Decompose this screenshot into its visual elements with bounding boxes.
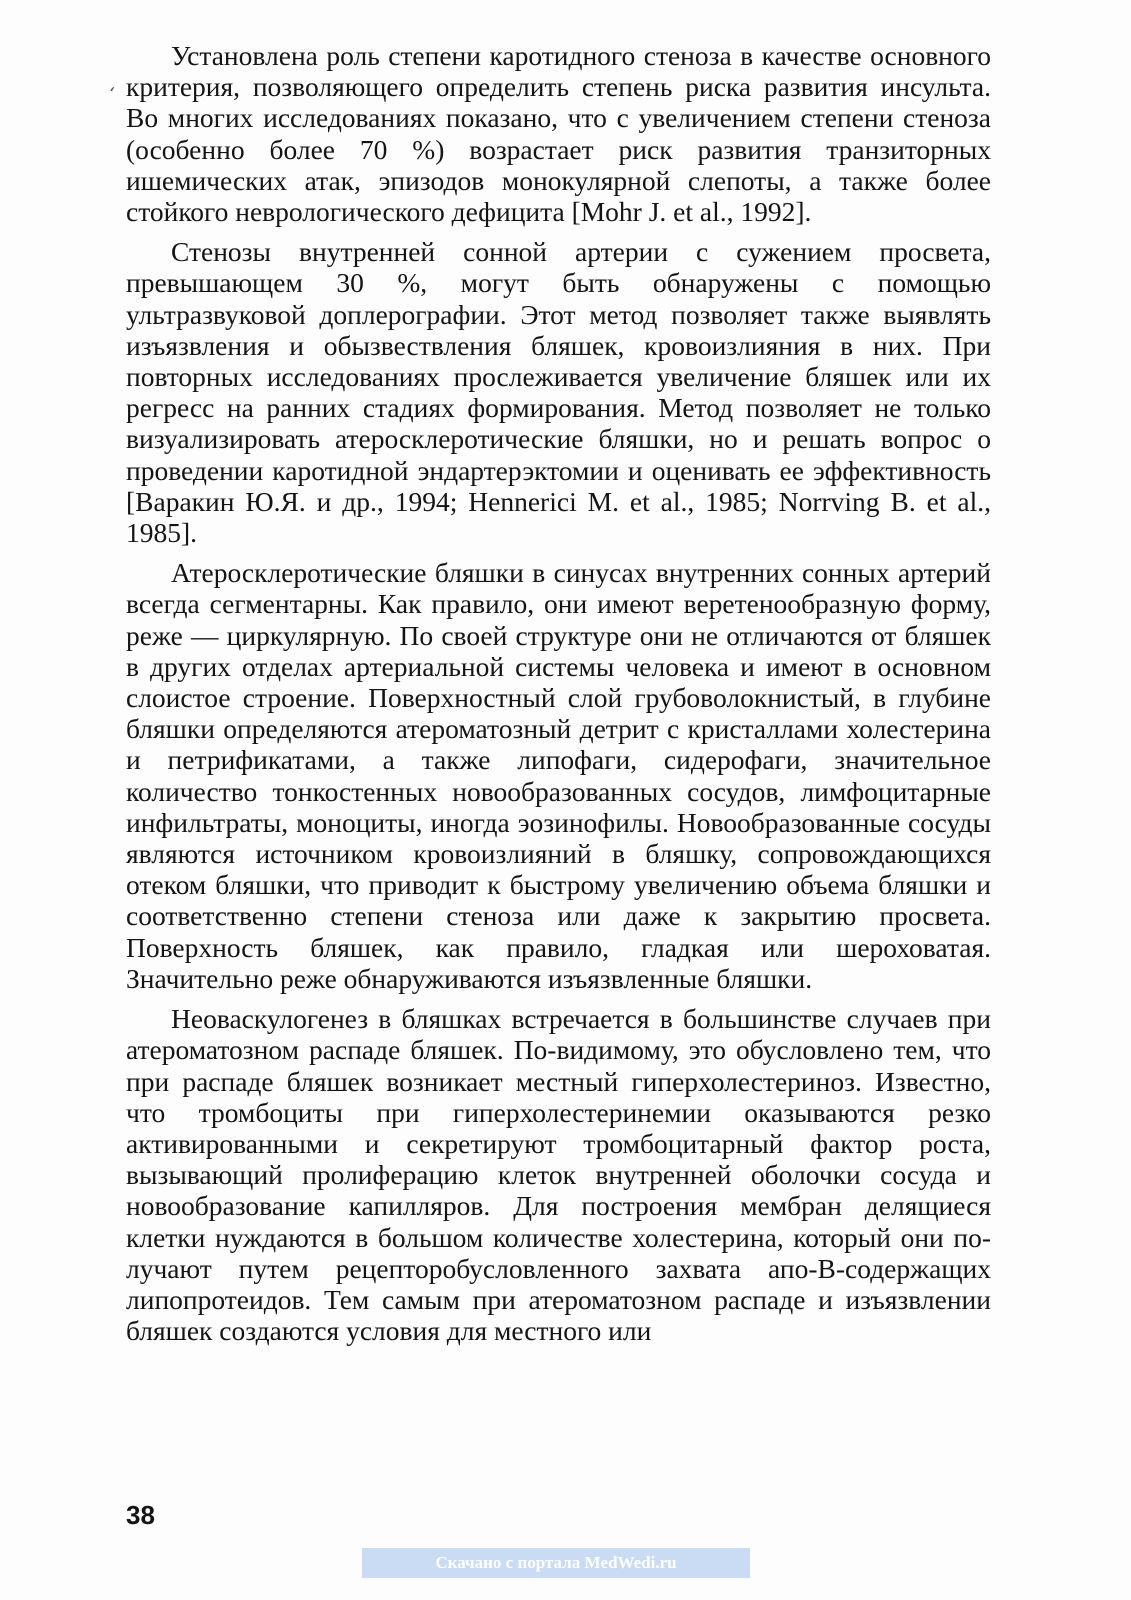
paragraph-carotid-stenosis-risk: Установлена роль степени каротидного стеноза в качестве основного критерия, позволяющего определить степень риска развития инсульта. Во многих исследованиях показано, что с увеличением степени стеноза (особенно более 70 %) возрастает риск развития транзиторных ишемических атак, эпизодов монокулярной слепоты, а также более стойкого неврологического дефицита [Mohr J. et al., 1992]. xyxy=(126,40,991,228)
paragraph-ultrasound-doppler: Стенозы внутренней сонной артерии с сужением просвета, превышающем 30 %, могут быть обнаружены с помощью ультразвуковой доплерографии. Этот метод позволяет также выявлять изъязвления и обызвествления бляшек, кровоизлияния в них. При повторных исследованиях прослеживается увеличение бляшек или их регресс на ранних стадиях формирования. Метод позволяет не только визуализировать атеросклеротические бляшки, но и решать вопрос о проведении каротидной эндартерэктомии и оценивать ее эффективность [Варакин Ю.Я. и др., 1994; Hennerici M. et al., 1985; Norrving B. et al., 1985]. xyxy=(126,236,991,549)
paragraph-neovasculogenesis: Неоваскулогенез в бляшках встречается в большинстве случаев при атероматозном распаде бляшек. По-видимому, это обусловлено тем, что при распаде бляшек возникает местный гиперхолестериноз. Известно, что тромбоциты при гиперхолестеринемии оказываются резко активированными и секретируют тромбоцитарный фактор роста, вызывающий пролиферацию клеток внутренней оболочки сосуда и новообразование капилляров. Для построения мембран делящиеся клетки нуждаются в большом количестве холестерина, который они получают путем рецепторобусловленного захвата апо-В-содержащих липопротеидов. Тем самым при атероматозном распаде и изъязвлении бляшек создаются условия для местного или xyxy=(126,1003,991,1347)
margin-pencil-mark: ‘ xyxy=(105,83,116,106)
download-watermark: Скачано с портала MedWedi.ru xyxy=(362,1548,750,1578)
paragraph-plaque-structure: Атеросклеротические бляшки в синусах внутренних сонных артерий всегда сегментарны. Как правило, они имеют веретенообразную форму, реже — циркулярную. По своей структуре они не отличаются от бляшек в других отделах артериальной системы человека и имеют в основном слоистое строение. Поверхностный слой грубоволокнистый, в глубине бляшки определяются атероматозный детрит с кристаллами холестерина и петрификатами, а также липофаги, сидерофаги, значительное количество тонкостенных новообразованных сосудов, лимфоцитарные инфильтраты, моноциты, иногда эозинофилы. Новообразованные сосуды являются источником кровоизлияний в бляшку, сопровождающихся отеком бляшки, что приводит к быстрому увеличению объема бляшки и соответственно степени стеноза или даже к закрытию просвета. Поверхность бляшек, как правило, гладкая или шероховатая. Значительно реже обнаруживаются изъязвленные бляшки. xyxy=(126,557,991,994)
body-text xyxy=(126,40,991,1355)
page-number: 38 xyxy=(126,1500,155,1530)
